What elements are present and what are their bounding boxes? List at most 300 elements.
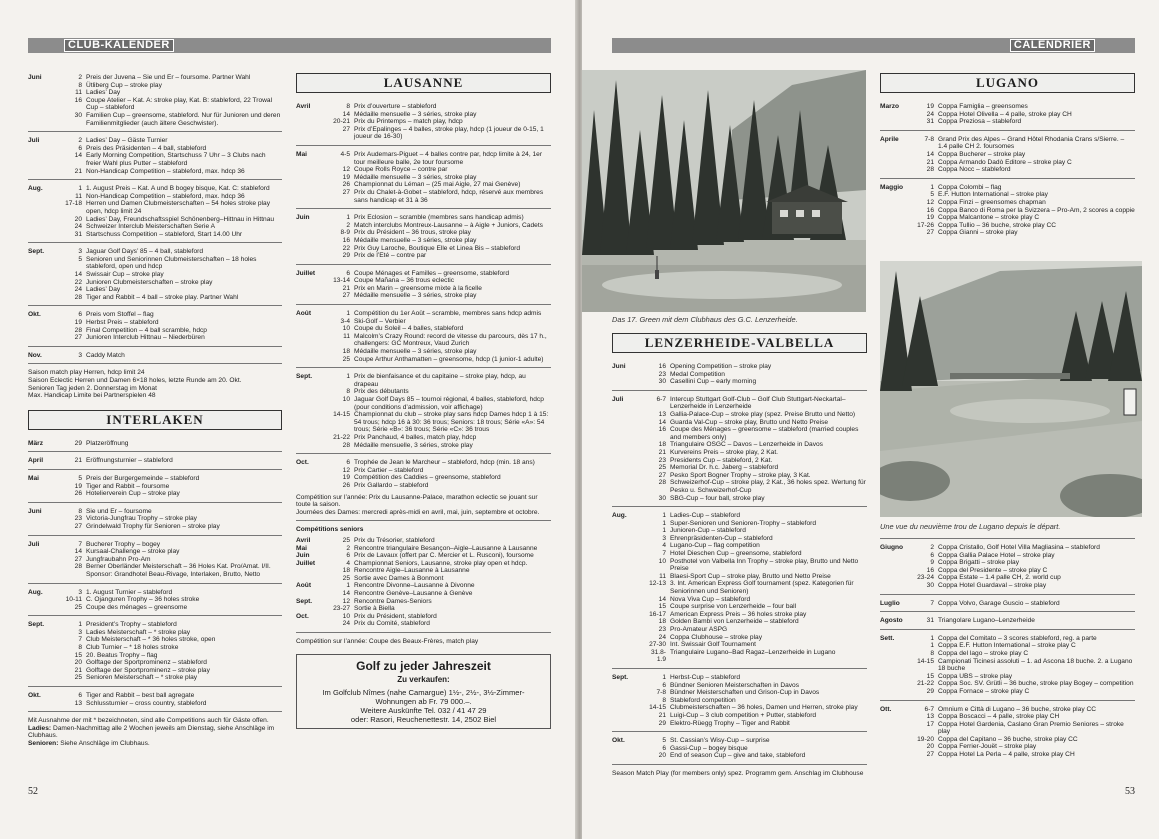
event-list xyxy=(62,475,282,498)
month-group xyxy=(612,674,867,727)
event-title: Pro-Amateur ASPG xyxy=(670,626,728,633)
event-title: Prix Guy Laroche, Boutique Elle et Linea Bis – stableford xyxy=(354,244,521,252)
event-date: 23 xyxy=(658,456,666,464)
event-title: Prix de l’Eté – contre par xyxy=(354,252,427,260)
event-title: President’s Trophy – stableford xyxy=(86,621,177,629)
event-row xyxy=(914,751,1135,759)
month-label: Aug. xyxy=(28,185,43,193)
month-label: Mai xyxy=(28,474,39,482)
event-row xyxy=(914,721,1135,736)
event-list xyxy=(62,74,282,127)
event-title: Posthotel von Valbella Inn Trophy – stroke play, Brutto und Netto Preise xyxy=(670,557,859,573)
event-title: Ladies’ Day xyxy=(86,286,121,294)
month-group xyxy=(880,635,1135,696)
month-label: Aug. xyxy=(28,588,43,596)
event-row xyxy=(646,682,867,690)
event-title: Prix de Lavaux (offert par C. Mercier et L. Rusconi), foursome xyxy=(354,552,534,560)
event-title: Omnium e Città di Lugano – 36 buche, stroke play CC xyxy=(938,705,1096,713)
event-row xyxy=(646,542,867,550)
event-list xyxy=(62,508,282,531)
event-row xyxy=(646,363,867,371)
event-date: 27 xyxy=(74,522,82,530)
event-row xyxy=(62,256,282,271)
event-row xyxy=(646,550,867,558)
event-date: 4 xyxy=(662,542,666,550)
lugano-hole-photo xyxy=(880,261,1142,517)
event-date: 15 xyxy=(658,603,666,611)
club-kalender-column xyxy=(28,74,282,748)
event-date: 27 xyxy=(658,471,666,479)
event-date: 27 xyxy=(342,125,350,133)
event-date: 9 xyxy=(930,559,934,567)
event-date: 27-30 xyxy=(649,641,666,649)
event-title: Tiger and Rabbit – best ball agregate xyxy=(86,692,195,700)
event-title: Coupe Rolls Royce – contre par xyxy=(354,166,448,174)
event-row xyxy=(330,222,551,230)
event-row xyxy=(62,604,282,612)
event-date: 14 xyxy=(74,548,82,556)
event-date: 7-8 xyxy=(924,135,934,143)
event-title: Preis der Juvena – Sie und Er – foursome. Partner Wahl xyxy=(86,74,251,81)
month-label: Juni xyxy=(28,507,42,515)
event-title: Médaille mensuelle – 3 séries, stroke play xyxy=(354,236,477,244)
event-list xyxy=(330,582,551,597)
event-date: 22 xyxy=(74,278,82,286)
event-list xyxy=(62,440,282,448)
month-group xyxy=(880,544,1135,590)
event-date: 7-8 xyxy=(656,689,666,697)
event-date: 2 xyxy=(930,544,934,551)
ladies-text: Damen-Nachmittag alle 2 Wochen jeweils am Dienstag, siehe Anschläge im Clubhaus. xyxy=(28,724,275,740)
event-row xyxy=(62,541,282,549)
event-row xyxy=(646,752,867,760)
divider xyxy=(28,711,282,712)
event-date: 28 xyxy=(926,166,934,174)
event-row xyxy=(330,590,551,598)
lugano-event-list-2 xyxy=(880,544,1135,759)
event-row xyxy=(646,737,867,745)
month-group xyxy=(28,248,282,301)
event-title: Pesko Sport Bogner Trophy – stroke play, 3 Kat. xyxy=(670,471,811,479)
event-title: Preis der Burgergemeinde – stableford xyxy=(86,474,200,482)
event-title: Coppa del Comitato – 3 scores stableford, reg. a parte xyxy=(938,634,1097,642)
month-group xyxy=(28,457,282,465)
event-title: Preis des Präsidenten – 4 ball, stableford xyxy=(86,144,207,152)
event-list xyxy=(914,635,1135,696)
event-title: Championnat du club – stroke play sans hdcp Dames hdcp 1 à 15: 54 trous; hdcp 16 à 30: 36 trous; Seniors: 18 trous; Série «A»: 54 trous; Série «B»: 36 trous; Série «C»: 36 trous xyxy=(354,411,549,434)
month-group xyxy=(296,545,551,553)
event-title: Clubmeisterschaften – 36 holes, Damen und Herren, stroke play xyxy=(670,704,858,712)
event-date: 3 xyxy=(78,351,82,359)
event-list xyxy=(330,151,551,204)
event-title: Prix Gallardo – stableford xyxy=(354,481,429,489)
event-title: Sortie à Biella xyxy=(354,605,395,613)
event-date: 26 xyxy=(342,481,350,489)
event-row xyxy=(646,449,867,457)
event-row xyxy=(330,174,551,182)
event-title: Compétition du 1er Août – scramble, membres sans hdcp admis xyxy=(354,310,542,318)
event-row xyxy=(330,567,551,575)
event-date: 19 xyxy=(74,482,82,490)
month-group xyxy=(880,184,1135,237)
event-title: Trophée de Jean le Marcheur – stableford, hdcp (min. 18 ans) xyxy=(354,459,535,467)
month-group xyxy=(880,136,1135,174)
event-row xyxy=(330,459,551,467)
photo-2-caption: Une vue du neuvième trou de Lugano depuis le départ. xyxy=(880,522,1061,531)
month-group xyxy=(296,459,551,489)
club-note: Max. Handicap Limite bei Partnerspielen 48 xyxy=(28,392,156,400)
event-date: 11 xyxy=(75,192,82,200)
event-title: Herbst-Cup – stableford xyxy=(670,673,741,681)
month-label: April xyxy=(28,457,44,465)
event-list xyxy=(914,617,1135,625)
event-title: Prix du Comité, stableford xyxy=(354,620,430,628)
month-label: Okt. xyxy=(612,737,625,745)
event-row xyxy=(62,457,282,465)
event-date: 29 xyxy=(342,252,350,260)
event-date: 30 xyxy=(658,494,666,502)
event-date: 19 xyxy=(74,319,82,327)
event-date: 18 xyxy=(342,348,350,356)
event-date: 3-4 xyxy=(340,317,350,325)
event-row xyxy=(914,650,1135,658)
event-date: 20 xyxy=(74,659,82,667)
event-row xyxy=(914,736,1135,744)
event-title: Herbst Preis – stableford xyxy=(86,319,159,327)
event-title: Hotelierverein Cup – stroke play xyxy=(86,490,180,498)
event-title: Coupe du Soleil – 4 balles, stableford xyxy=(354,325,464,333)
event-row xyxy=(646,649,867,664)
event-title: Triangulaire Lugano–Bad Ragaz–Lenzerheide in Lugano xyxy=(670,648,836,656)
event-row xyxy=(914,552,1135,560)
event-date: 16 xyxy=(658,426,666,434)
event-date: 5 xyxy=(930,191,934,199)
month-group xyxy=(28,621,282,682)
event-date: 25 xyxy=(74,603,82,611)
month-label: Juni xyxy=(28,74,42,81)
event-row xyxy=(62,659,282,667)
event-title: Coupe Arthur Anthamatten – greensome, hdcp (1 junior-1 adulte) xyxy=(354,355,544,363)
event-title: Sie und Er – foursome xyxy=(86,507,152,515)
event-title: Prix Cartier – stableford xyxy=(354,466,424,474)
event-title: Coppa Estate – 1.4 palle CH, 2. world cup xyxy=(938,574,1061,582)
event-title: Prix du Trésorier, stableford xyxy=(354,536,435,544)
event-title: Bündner Meisterschaften und Grison-Cup in Davos xyxy=(670,689,820,697)
event-title: Bucherer Trophy – bogey xyxy=(86,540,161,548)
event-row xyxy=(62,279,282,287)
event-row xyxy=(62,652,282,660)
event-title: Coppa Preziosa – stableford xyxy=(938,118,1022,126)
month-group xyxy=(296,560,551,568)
event-title: Coppa Cristallo, Golf Hotel Villa Magliasina – stableford xyxy=(938,544,1100,551)
event-title: Schlussturnier – cross country, stableford xyxy=(86,699,207,707)
event-row xyxy=(914,191,1135,199)
event-row xyxy=(330,318,551,326)
event-date: 25 xyxy=(342,574,350,582)
event-row xyxy=(330,537,551,545)
event-date: 1 xyxy=(930,642,934,650)
month-group xyxy=(28,589,282,612)
event-title: American Express Preis – 36 holes stroke play xyxy=(670,610,807,618)
month-label: Août xyxy=(296,310,312,318)
event-row xyxy=(914,559,1135,567)
month-group xyxy=(612,396,867,502)
event-title: Kurvereins Preis – stroke play, 2 Kat. xyxy=(670,448,778,456)
event-title: Int. Swissair Golf Tournament xyxy=(670,641,756,649)
event-title: Coppa del Presidente – stroke play C xyxy=(938,566,1048,574)
event-date: 19 xyxy=(926,214,934,222)
event-date: 19-20 xyxy=(917,735,934,743)
event-date: 28 xyxy=(74,326,82,334)
event-date: 11 xyxy=(659,572,666,580)
event-row xyxy=(62,490,282,498)
event-title: Coupe Ménages et Familles – greensome, stableford xyxy=(354,269,510,277)
event-title: Tiger and Rabbit – foursome xyxy=(86,482,170,490)
event-row xyxy=(62,286,282,294)
event-row xyxy=(646,596,867,604)
event-row xyxy=(62,311,282,319)
event-title: Prix d’ouverture – stableford xyxy=(354,103,437,110)
event-title: Prix Audemars-Piguet – 4 balles contre par, hdcp limite à 24, 1er tour meilleure balle, 2e tour foursome xyxy=(354,150,543,166)
month-group xyxy=(28,475,282,498)
event-list xyxy=(646,363,867,386)
event-title: Coppa UBS – stroke play xyxy=(938,672,1013,680)
event-list xyxy=(62,185,282,238)
event-list xyxy=(62,248,282,301)
event-title: Bündner Senioren Meisterschaften in Davos xyxy=(670,681,800,689)
month-group xyxy=(296,270,551,300)
event-row xyxy=(62,523,282,531)
month-group xyxy=(880,617,1135,625)
event-row xyxy=(62,483,282,491)
lenzerheide-title: LENZERHEIDE-VALBELLA xyxy=(612,333,867,353)
event-date: 29 xyxy=(74,439,82,447)
event-title: Médaille mensuelle – 3 séries, stroke play xyxy=(354,173,477,181)
month-group xyxy=(28,311,282,341)
event-title: Early Morning Competition, Startschuss 7 Uhr – 3 Clubs nach freier Wahl plus Putter – stableford xyxy=(86,152,266,167)
event-date: 8-9 xyxy=(340,229,350,237)
event-date: 4-5 xyxy=(340,150,350,158)
event-row xyxy=(62,440,282,448)
event-row xyxy=(646,634,867,642)
event-row xyxy=(646,697,867,705)
event-date: 23 xyxy=(74,515,82,523)
seniors-note: Compétition sur l’année: Coupe des Beaux-Frères, match play xyxy=(296,638,479,646)
event-date: 16 xyxy=(342,236,350,244)
month-label: Sept. xyxy=(296,373,313,381)
event-title: Ladies-Cup – stableford xyxy=(670,512,741,520)
event-list xyxy=(914,136,1135,174)
event-row xyxy=(62,137,282,145)
event-date: 12-13 xyxy=(649,580,666,588)
event-list xyxy=(330,459,551,489)
event-row xyxy=(330,575,551,583)
event-row xyxy=(646,527,867,535)
lenzerheide-column xyxy=(612,330,867,778)
event-date: 21 xyxy=(74,666,82,674)
event-title: Jungfraubahn Pro-Am xyxy=(86,555,151,563)
event-title: Prix du Président, stableford xyxy=(354,612,437,620)
event-list xyxy=(914,184,1135,237)
event-list xyxy=(330,214,551,260)
event-title: Coppa Gallia Palace Hotel – stroke play xyxy=(938,551,1055,559)
event-row xyxy=(62,152,282,167)
event-date: 14 xyxy=(74,271,82,279)
event-date: 31 xyxy=(926,118,934,126)
event-date: 16 xyxy=(74,96,82,104)
event-date: 1 xyxy=(930,634,934,642)
event-date: 1 xyxy=(346,582,350,590)
month-label: Nov. xyxy=(28,351,42,359)
event-row xyxy=(914,184,1135,192)
event-row xyxy=(914,199,1135,207)
event-date: 1 xyxy=(346,310,350,318)
month-label xyxy=(296,567,330,582)
event-list xyxy=(646,396,867,502)
event-list xyxy=(62,621,282,682)
event-date: 3 xyxy=(78,588,82,596)
event-title: Coppa Nocc – stableford xyxy=(938,166,1011,174)
event-row xyxy=(646,704,867,712)
event-list xyxy=(62,311,282,341)
month-group xyxy=(296,103,551,141)
event-title: Sortie avec Dames à Bonmont xyxy=(354,574,444,582)
event-date: 1 xyxy=(662,519,666,527)
event-date: 13 xyxy=(926,713,934,721)
event-title: Jaguar Golf Days’ 85 – 4 ball, stableford xyxy=(86,248,204,256)
event-row xyxy=(330,598,551,606)
interlaken-title: INTERLAKEN xyxy=(28,410,282,430)
event-title: Stableford competition xyxy=(670,696,736,704)
event-row xyxy=(62,334,282,342)
right-page xyxy=(582,0,1159,839)
event-title: Coppa Tullio – 36 buche, stroke play CC xyxy=(938,221,1057,229)
ladies-note xyxy=(28,725,282,740)
event-row xyxy=(646,512,867,520)
event-date: 17 xyxy=(926,720,934,728)
event-date: 15 xyxy=(74,651,82,659)
month-label: Juin xyxy=(296,214,310,222)
event-row xyxy=(330,388,551,396)
event-date: 17-18 xyxy=(65,200,82,208)
event-date: 1 xyxy=(346,373,350,381)
event-title: Ladies Meisterschaft – * stroke play xyxy=(86,628,191,636)
event-date: 14 xyxy=(658,418,666,426)
lugano-column-2 xyxy=(880,538,1135,759)
event-title: Coppa del lago – stroke play C xyxy=(938,649,1029,657)
event-date: 10-11 xyxy=(65,596,82,604)
event-title: Coppa Famiglia – greensomes xyxy=(938,103,1028,110)
event-date: 3 xyxy=(662,534,666,542)
event-row xyxy=(646,457,867,465)
seniors-note-interlaken xyxy=(28,740,282,748)
month-group xyxy=(612,363,867,386)
event-date: 8 xyxy=(78,81,82,89)
event-date: 11 xyxy=(75,89,82,97)
event-row xyxy=(62,515,282,523)
event-title: Campionati Ticinesi assoluti – 1. ad Ascona 18 buche. 2. a Lugano 18 buche xyxy=(938,657,1133,673)
lugano-title: LUGANO xyxy=(880,73,1135,93)
event-row xyxy=(914,222,1135,230)
event-row xyxy=(62,563,282,578)
event-date: 6 xyxy=(346,269,350,277)
month-label: Juillet xyxy=(296,559,316,567)
month-label: Aug. xyxy=(612,512,627,520)
event-title: Ladies’ Day xyxy=(86,89,121,97)
event-title: Schweizer Interclub Meisterschaften Serie A xyxy=(86,223,216,231)
event-row xyxy=(330,613,551,621)
event-date: 16 xyxy=(658,363,666,370)
event-title: Championnat du Léman – (25 mai Aigle, 27 mai Genève) xyxy=(354,181,521,189)
event-row xyxy=(646,479,867,494)
event-title: Grindelwald Trophy für Senioren – stroke play xyxy=(86,522,220,530)
event-date: 13 xyxy=(74,699,82,707)
event-date: 12 xyxy=(342,466,350,474)
event-title: Coppa Hotel Guardaval – stroke play xyxy=(938,581,1047,589)
event-row xyxy=(646,441,867,449)
event-date: 11 xyxy=(343,332,350,340)
event-row xyxy=(330,411,551,434)
event-date: 2 xyxy=(346,544,350,552)
event-row xyxy=(646,712,867,720)
event-date: 27 xyxy=(926,229,934,237)
event-row xyxy=(330,126,551,141)
event-title: Coppa Fornace – stroke play C xyxy=(938,687,1030,695)
event-title: 20. Beatus Trophy – flag xyxy=(86,651,158,659)
event-title: Prix d’Epalinges – 4 balles, stroke play, hdcp (1 joueur de 0-15, 1 joueur de 16-30) xyxy=(354,125,544,141)
event-row xyxy=(62,294,282,302)
month-group xyxy=(28,692,282,707)
month-label: Oct. xyxy=(296,612,309,620)
event-title: Coppa del Capitano – 36 buche, stroke play CC xyxy=(938,735,1078,743)
month-label: Aprile xyxy=(880,135,899,143)
ad-subtitle: Zu verkaufen: xyxy=(397,674,450,684)
event-date: 4 xyxy=(346,559,350,567)
event-row xyxy=(62,548,282,556)
event-date: 26 xyxy=(74,490,82,498)
seniors-event-list xyxy=(296,537,551,628)
event-row xyxy=(646,396,867,411)
event-row xyxy=(330,552,551,560)
event-row xyxy=(62,475,282,483)
event-date: 5 xyxy=(78,255,82,263)
event-date: 18 xyxy=(658,441,666,449)
event-title: Caddy Match xyxy=(86,351,125,359)
event-date: 24 xyxy=(658,633,666,641)
event-row xyxy=(330,285,551,293)
event-date: 21-22 xyxy=(917,680,934,688)
event-list xyxy=(62,352,282,360)
event-list xyxy=(330,310,551,363)
event-date: 6 xyxy=(662,744,666,752)
event-date: 2 xyxy=(78,137,82,145)
month-group xyxy=(28,508,282,531)
event-date: 13 xyxy=(658,410,666,418)
event-title: Coppa Hotel La Perla – 4 palle, stroke play CH xyxy=(938,751,1075,759)
event-row xyxy=(62,97,282,112)
event-row xyxy=(62,636,282,644)
event-list xyxy=(914,103,1135,126)
event-date: 14 xyxy=(74,152,82,160)
event-row xyxy=(914,111,1135,119)
event-title: Rencontre triangulaire Besançon–Aigle–Lausanne à Lausanne xyxy=(354,544,538,552)
ladies-label: Ladies: xyxy=(28,724,52,732)
event-title: Jaguar Golf Days 85 – tournoi régional, 4 balles, stableford, hdcp (pour conditions d’admission, voir affichage) xyxy=(354,396,544,411)
event-title: Junioren-Cup – stableford xyxy=(670,527,746,535)
event-row xyxy=(330,270,551,278)
event-row xyxy=(646,674,867,682)
event-row xyxy=(914,617,1135,625)
